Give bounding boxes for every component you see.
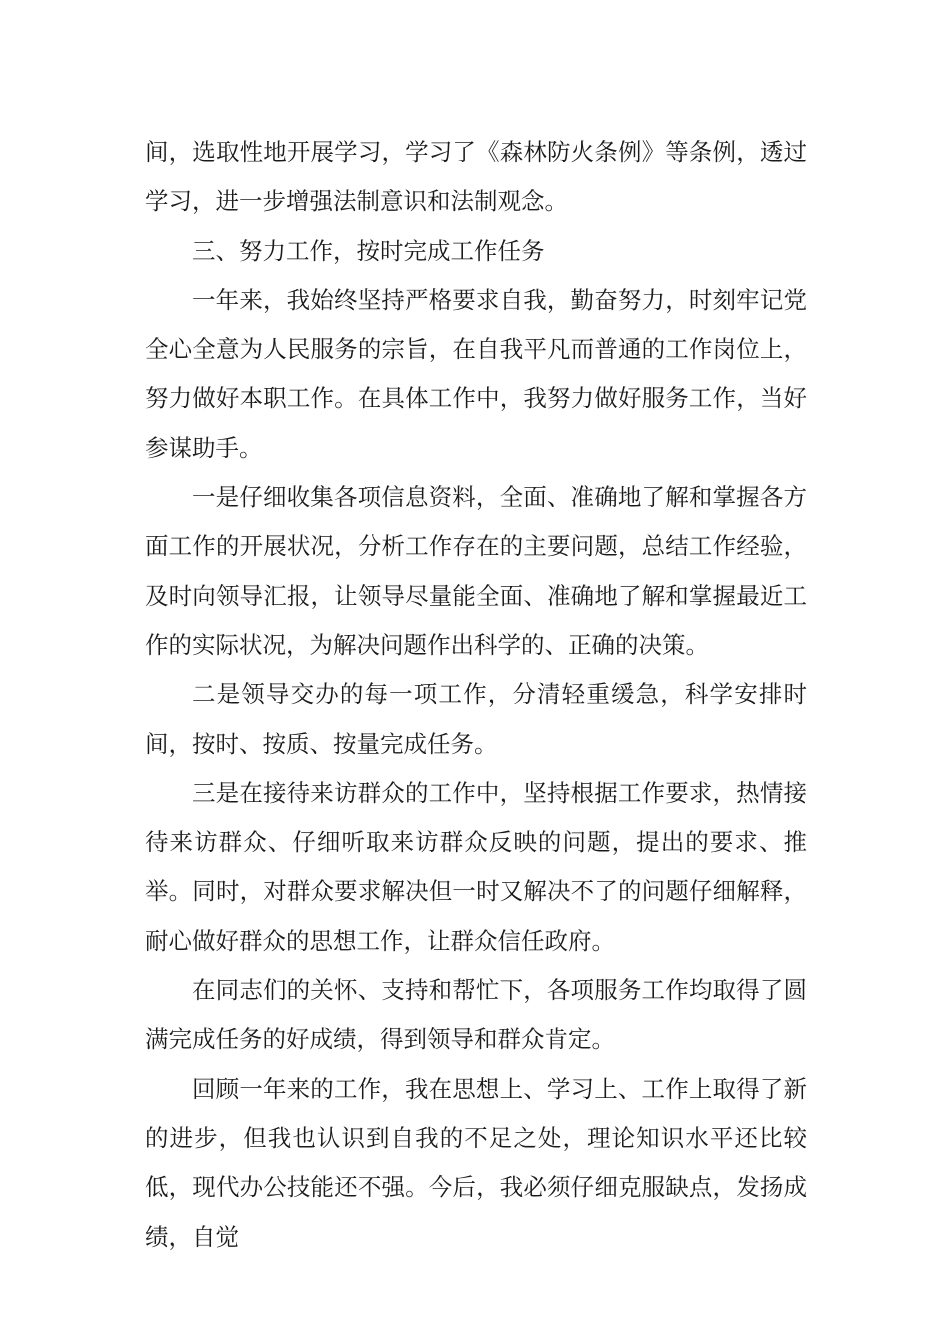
paragraph: 三是在接待来访群众的工作中，坚持根据工作要求，热情接待来访群众、仔细听取来访群众反映的问题，提出的要求、推举。同时，对群众要求解决但一时又解决不了的问题仔细解释，耐心做好群众的思想工作，让群众信任政府。 — [145, 778, 807, 955]
paragraph: 在同志们的关怀、支持和帮忙下，各项服务工作均取得了圆满完成任务的好成绩，得到领导和群众肯定。 — [145, 976, 807, 1054]
paragraph: 二是领导交办的每一项工作，分清轻重缓急，科学安排时间，按时、按质、按量完成任务。 — [145, 680, 807, 758]
document-body — [145, 128, 807, 1262]
paragraph-continuation: 间，选取性地开展学习，学习了《森林防火条例》等条例，透过学习，进一步增强法制意识和法制观念。 — [145, 138, 807, 216]
paragraph: 回顾一年来的工作，我在思想上、学习上、工作上取得了新的进步，但我也认识到自我的不足之处，理论知识水平还比较低，现代办公技能还不强。今后，我必须仔细克服缺点，发扬成绩，自觉 — [145, 1074, 807, 1251]
paragraph: 一年来，我始终坚持严格要求自我，勤奋努力，时刻牢记党全心全意为人民服务的宗旨，在自我平凡而普通的工作岗位上，努力做好本职工作。在具体工作中，我努力做好服务工作，当好参谋助手。 — [145, 285, 807, 462]
section-heading: 三、努力工作，按时完成工作任务 — [192, 236, 545, 265]
paragraph: 一是仔细收集各项信息资料，全面、准确地了解和掌握各方面工作的开展状况，分析工作存在的主要问题，总结工作经验，及时向领导汇报，让领导尽量能全面、准确地了解和掌握最近工作的实际状况，为解决问题作出科学的、正确的决策。 — [145, 483, 807, 659]
